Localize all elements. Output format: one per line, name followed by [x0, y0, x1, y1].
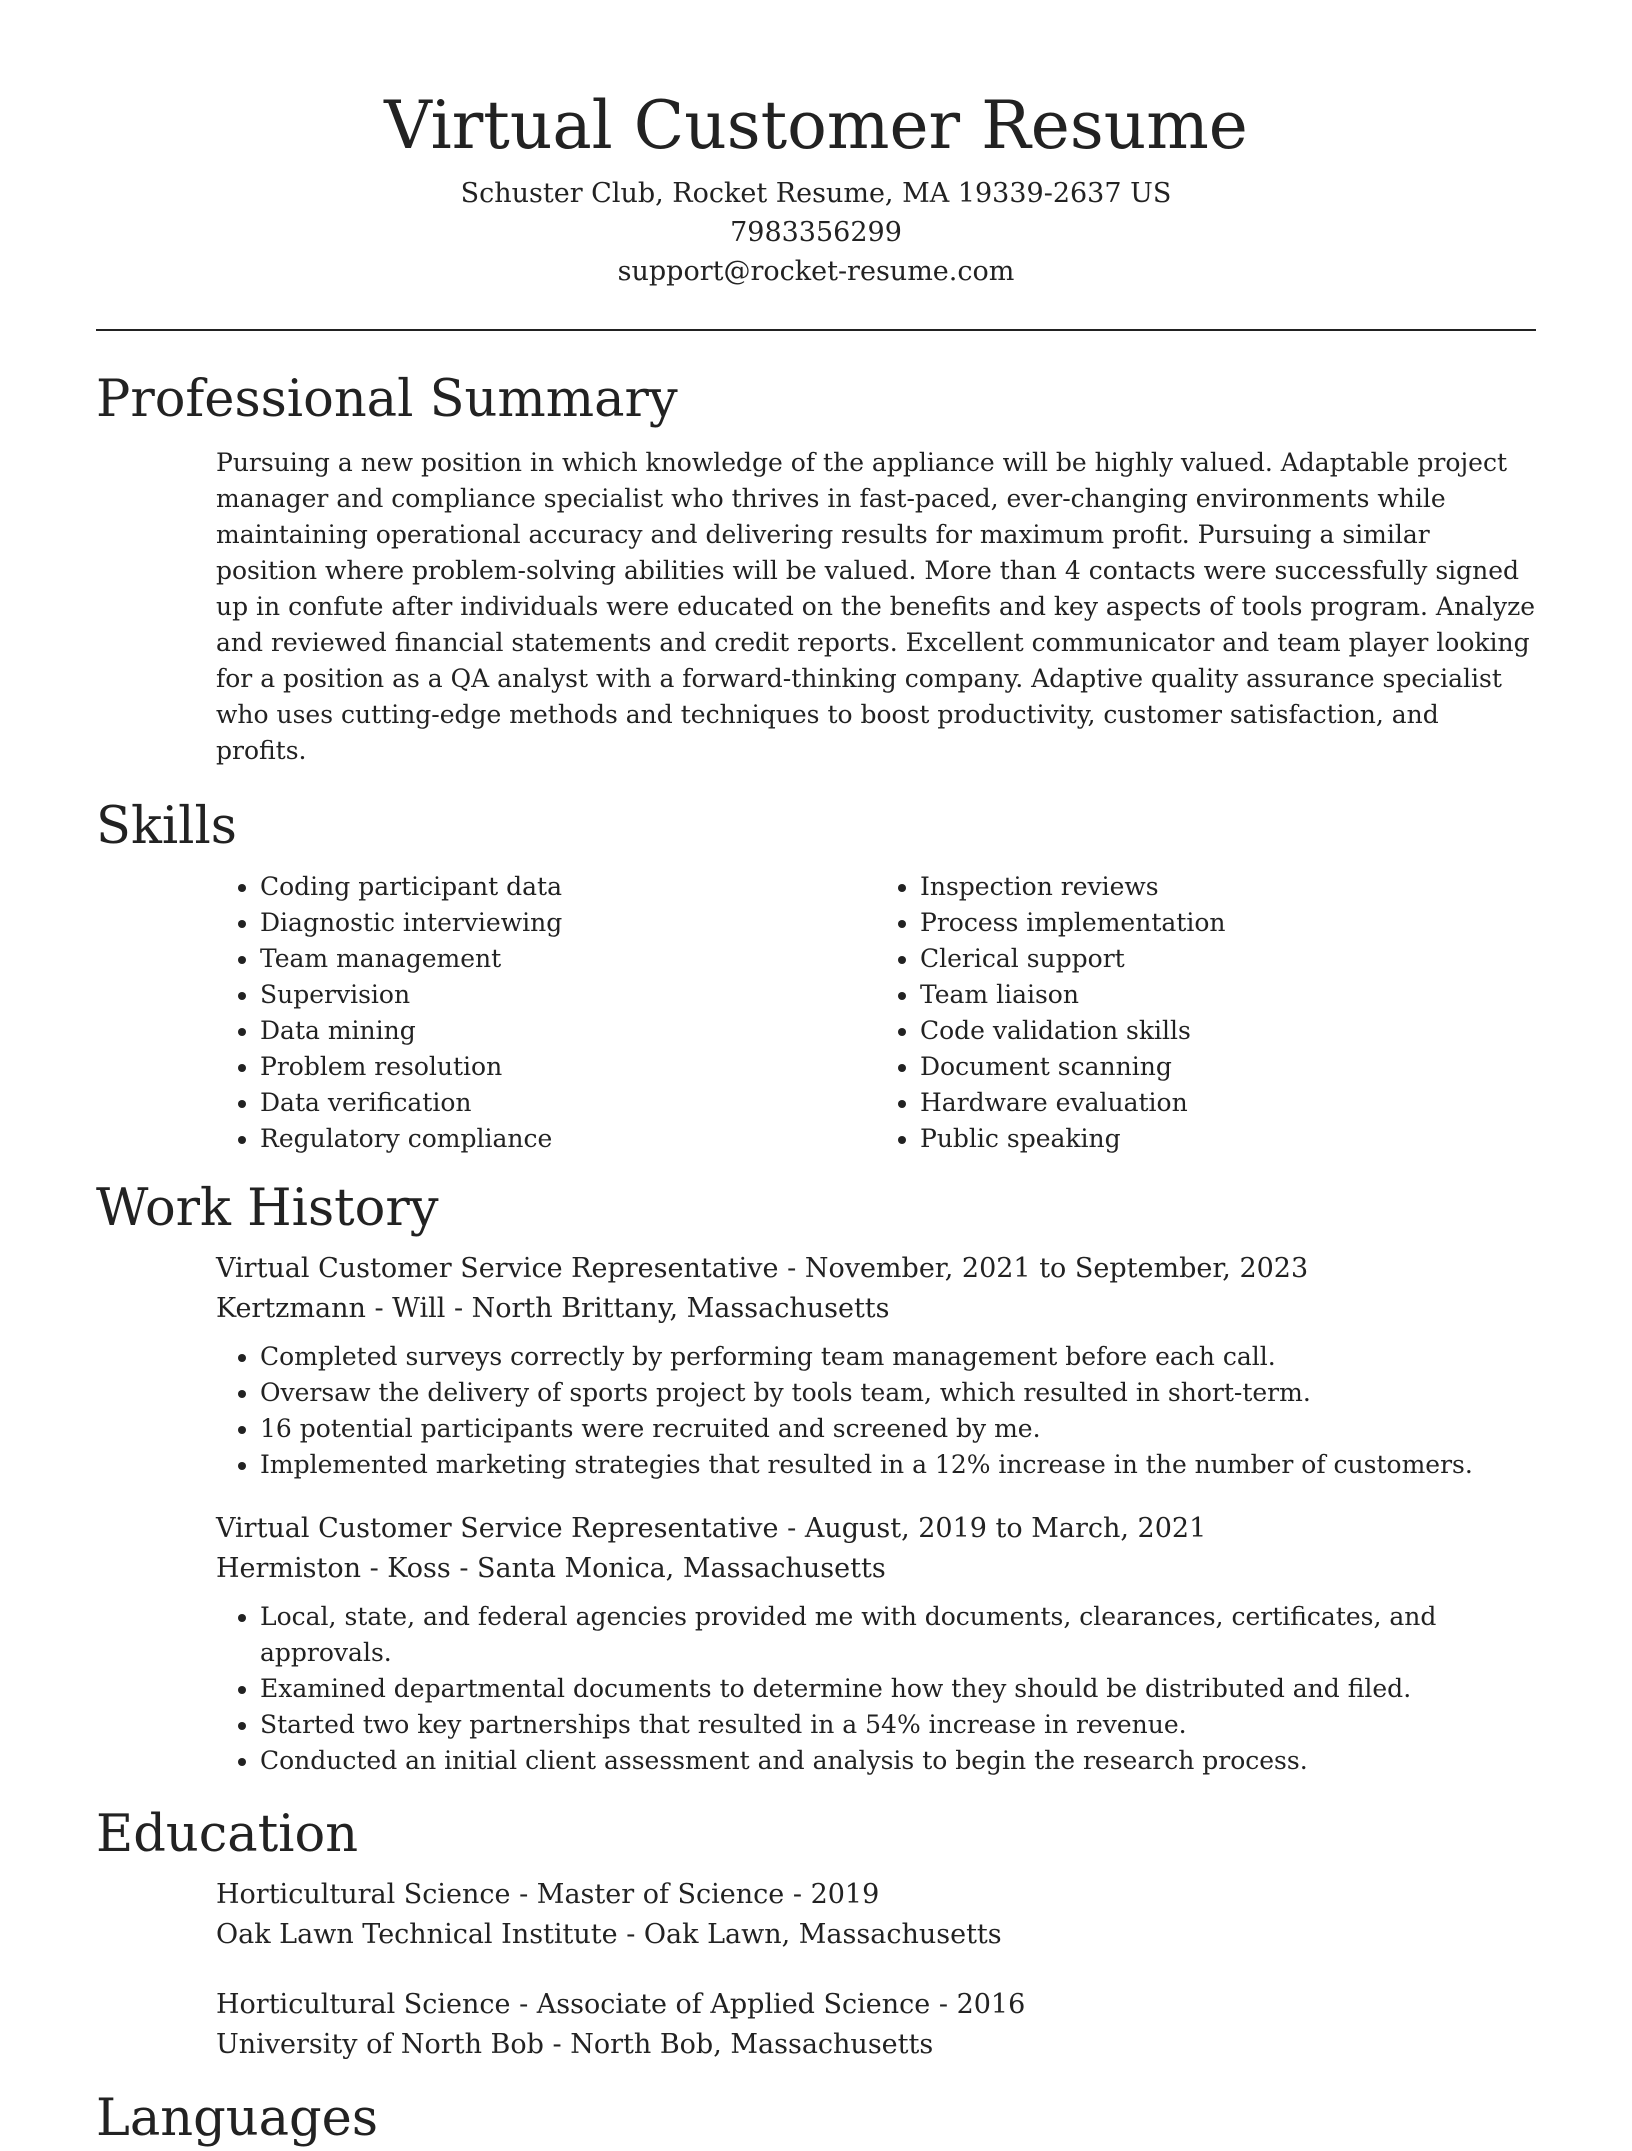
education-school: University of North Bob: [216, 2029, 544, 2060]
job-bullet: • 16 potential participants were recruited and screened by me.: [260, 1411, 1536, 1447]
job-dates: - November, 2021 to September, 2023: [778, 1253, 1309, 1284]
skills-grid: [216, 869, 1536, 1157]
contact-email: support@rocket-resume.com: [617, 256, 1015, 287]
header-divider: [96, 329, 1536, 331]
education-entry: [216, 1875, 1536, 1955]
job-heading: [216, 1509, 1536, 1549]
job-location: - Santa Monica, Massachusetts: [450, 1553, 886, 1584]
job-entry: [216, 1509, 1536, 1779]
job-company: Hermiston - Koss: [216, 1553, 451, 1584]
skill-item: • Public speaking: [920, 1121, 1536, 1157]
skill-item: • Data verification: [260, 1085, 876, 1121]
resume-header: [96, 0, 1536, 291]
education-year: - 2019: [784, 1879, 880, 1910]
job-bullet: • Implemented marketing strategies that resulted in a 12% increase in the number of customers.: [260, 1447, 1536, 1483]
skill-item: • Diagnostic interviewing: [260, 905, 876, 941]
skill-item: • Problem resolution: [260, 1049, 876, 1085]
skills-section: [96, 795, 1536, 1157]
languages-section: [96, 2087, 1536, 2151]
education-school-line: [216, 1915, 1536, 1955]
summary-text: Pursuing a new position in which knowledge of the appliance will be highly valued. Adaptable project manager and compliance specialist who thrives in fast-paced, ever-changing environments while maintaining operational accuracy and delivering results for maximum profit. Pursuing a similar position where problem-solving abilities will be valued. More than 4 contacts were successfully signed up in confute after individuals were educated on the benefits and key aspects of tools program. Analyze and reviewed financial statements and credit reports. Excellent communicator and team player looking for a position as a QA analyst with a forward-thinking company. Adaptive quality assurance specialist who uses cutting-edge methods and techniques to boost productivity, customer satisfaction, and profits.: [216, 448, 1536, 765]
summary-section: [96, 368, 1536, 769]
education-degree: Horticultural Science - Master of Science: [216, 1879, 785, 1910]
education-section: [96, 1803, 1536, 2065]
languages-title: Languages: [96, 2089, 379, 2148]
skill-item: • Supervision: [260, 977, 876, 1013]
job-position: Virtual Customer Service Representative: [216, 1513, 779, 1544]
skills-title: Skills: [96, 797, 237, 856]
skills-column-left: [216, 869, 876, 1157]
skill-item: • Document scanning: [920, 1049, 1536, 1085]
contact-block: [96, 174, 1536, 291]
job-bullet: • Completed surveys correctly by performing team management before each call.: [260, 1339, 1536, 1375]
education-heading: [216, 1875, 1536, 1915]
education-title: Education: [96, 1805, 359, 1864]
education-school-line: [216, 2025, 1536, 2065]
job-entry: [216, 1249, 1536, 1483]
job-bullets: [216, 1599, 1536, 1779]
skill-item: • Inspection reviews: [920, 869, 1536, 905]
job-company-line: [216, 1289, 1536, 1329]
job-location: - North Brittany, Massachusetts: [445, 1293, 890, 1324]
education-heading: [216, 1985, 1536, 2025]
job-bullet: • Conducted an initial client assessment and analysis to begin the research process.: [260, 1743, 1536, 1779]
skill-item: • Data mining: [260, 1013, 876, 1049]
skill-item: • Team management: [260, 941, 876, 977]
summary-title: Professional Summary: [96, 370, 678, 429]
job-bullets: [216, 1339, 1536, 1483]
education-school: Oak Lawn Technical Institute: [216, 1919, 618, 1950]
skill-item: • Process implementation: [920, 905, 1536, 941]
resume-name: Virtual Customer Resume: [384, 87, 1248, 164]
work-section: [96, 1177, 1536, 1779]
job-heading: [216, 1249, 1536, 1289]
job-bullet: • Oversaw the delivery of sports project by tools team, which resulted in short-term.: [260, 1375, 1536, 1411]
education-entry: [216, 1985, 1536, 2065]
job-company-line: [216, 1549, 1536, 1589]
job-company: Kertzmann - Will: [216, 1293, 446, 1324]
skills-column-right: [876, 869, 1536, 1157]
education-location: - Oak Lawn, Massachusetts: [617, 1919, 1002, 1950]
job-bullet: • Started two key partnerships that resulted in a 54% increase in revenue.: [260, 1707, 1536, 1743]
job-dates: - August, 2019 to March, 2021: [778, 1513, 1207, 1544]
skill-item: • Hardware evaluation: [920, 1085, 1536, 1121]
skill-item: • Coding participant data: [260, 869, 876, 905]
resume-page: [96, 0, 1536, 2151]
skill-item: • Clerical support: [920, 941, 1536, 977]
skill-item: • Team liaison: [920, 977, 1536, 1013]
skill-item: • Code validation skills: [920, 1013, 1536, 1049]
job-bullet: • Examined departmental documents to determine how they should be distributed and filed.: [260, 1671, 1536, 1707]
education-year: - 2016: [930, 1989, 1026, 2020]
job-position: Virtual Customer Service Representative: [216, 1253, 779, 1284]
education-location: - North Bob, Massachusetts: [543, 2029, 934, 2060]
job-bullet: • Local, state, and federal agencies provided me with documents, clearances, certificates, and approvals.: [260, 1599, 1536, 1671]
contact-phone: 7983356299: [730, 217, 902, 248]
work-title: Work History: [96, 1179, 439, 1238]
skill-item: • Regulatory compliance: [260, 1121, 876, 1157]
contact-address: Schuster Club, Rocket Resume, MA 19339-2637 US: [460, 178, 1172, 209]
education-degree: Horticultural Science - Associate of Applied Science: [216, 1989, 931, 2020]
